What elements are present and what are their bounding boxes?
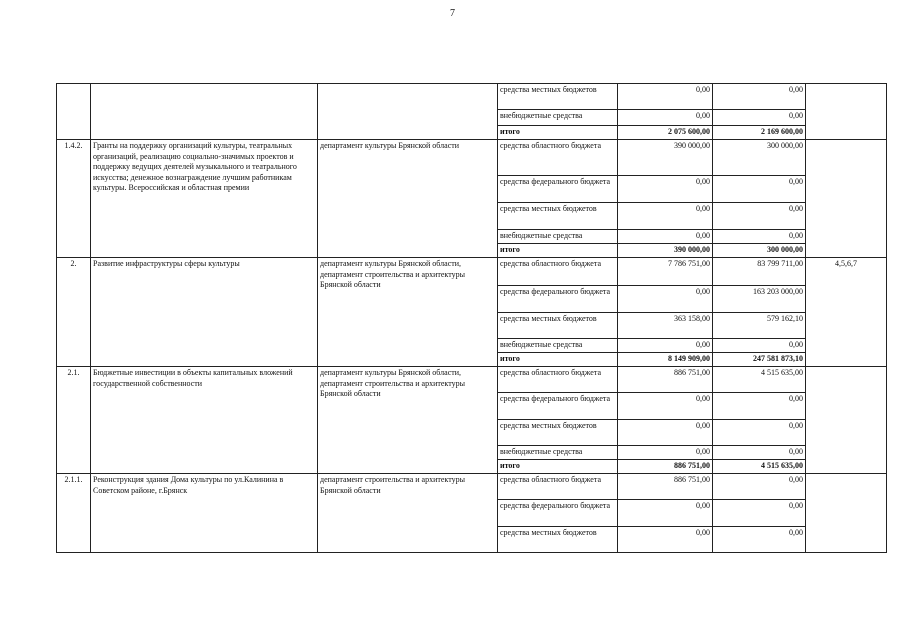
executor-name: департамент культуры Брянской области, департамент строительства и архитектуры Брянской области [318,258,498,367]
amount-year-2: 0,00 [713,500,806,527]
amount-year-2: 2 169 600,00 [713,126,806,140]
funding-source: средства областного бюджета [498,140,618,176]
amount-year-2: 0,00 [713,339,806,353]
amount-year-1: 8 149 909,00 [618,353,713,367]
funding-source: средства федерального бюджета [498,176,618,203]
funding-source: средства областного бюджета [498,367,618,393]
amount-year-1: 2 075 600,00 [618,126,713,140]
amount-year-2: 0,00 [713,527,806,553]
activity-name: Реконструкция здания Дома культуры по ул.Калинина в Советском районе, г.Брянск [91,474,318,553]
table-row [57,258,887,286]
activity-name: Развитие инфраструктуры сферы культуры [91,258,318,367]
amount-year-2: 4 515 635,00 [713,460,806,474]
executor-name: департамент культуры Брянской области, департамент строительства и архитектуры Брянской области [318,367,498,474]
amount-year-2: 0,00 [713,230,806,244]
table-row [57,474,887,500]
funding-source: итого [498,353,618,367]
amount-year-1: 886 751,00 [618,460,713,474]
funding-source: средства федерального бюджета [498,500,618,527]
amount-year-1: 886 751,00 [618,367,713,393]
amount-year-1: 7 786 751,00 [618,258,713,286]
funding-source: внебюджетные средства [498,110,618,126]
indicator-refs [806,367,887,474]
amount-year-1: 886 751,00 [618,474,713,500]
amount-year-2: 0,00 [713,420,806,446]
amount-year-2: 0,00 [713,393,806,420]
row-number: 2.1.1. [57,474,91,553]
amount-year-2: 4 515 635,00 [713,367,806,393]
indicator-refs: 4,5,6,7 [806,258,887,367]
amount-year-1: 390 000,00 [618,244,713,258]
activity-name: Гранты на поддержку организаций культуры, театральных организаций, реализацию социально-значимых проектов и поддержку ведущих деятелей музыкального и театрального искусства; денежное вознаграждение лучшим работникам культуры. Всероссийская и областная премии [91,140,318,258]
funding-source: средства областного бюджета [498,474,618,500]
amount-year-2: 163 203 000,00 [713,286,806,313]
funding-source: средства местных бюджетов [498,84,618,110]
funding-source: средства областного бюджета [498,258,618,286]
table-row [57,84,887,110]
funding-source: средства местных бюджетов [498,527,618,553]
amount-year-1: 390 000,00 [618,140,713,176]
executor-name: департамент культуры Брянской области [318,140,498,258]
indicator-refs [806,474,887,553]
funding-source: внебюджетные средства [498,230,618,244]
amount-year-1: 0,00 [618,420,713,446]
amount-year-2: 83 799 711,00 [713,258,806,286]
amount-year-2: 0,00 [713,474,806,500]
amount-year-1: 0,00 [618,339,713,353]
funding-source: итого [498,126,618,140]
amount-year-1: 0,00 [618,393,713,420]
funding-source: средства федерального бюджета [498,286,618,313]
funding-source: итого [498,244,618,258]
funding-source: итого [498,460,618,474]
amount-year-1: 0,00 [618,84,713,110]
budget-table [56,83,887,553]
funding-source: средства местных бюджетов [498,420,618,446]
amount-year-2: 0,00 [713,446,806,460]
executor-name: департамент строительства и архитектуры Брянской области [318,474,498,553]
funding-source: внебюджетные средства [498,339,618,353]
funding-source: средства местных бюджетов [498,203,618,230]
amount-year-1: 0,00 [618,527,713,553]
funding-source: внебюджетные средства [498,446,618,460]
amount-year-1: 0,00 [618,176,713,203]
amount-year-1: 0,00 [618,286,713,313]
amount-year-2: 0,00 [713,110,806,126]
amount-year-1: 0,00 [618,500,713,527]
amount-year-2: 0,00 [713,176,806,203]
row-number: 2.1. [57,367,91,474]
amount-year-2: 579 162,10 [713,313,806,339]
amount-year-2: 247 581 873,10 [713,353,806,367]
amount-year-1: 0,00 [618,446,713,460]
amount-year-1: 0,00 [618,230,713,244]
row-number: 1.4.2. [57,140,91,258]
table-row [57,140,887,176]
amount-year-2: 300 000,00 [713,140,806,176]
amount-year-1: 0,00 [618,110,713,126]
amount-year-1: 0,00 [618,203,713,230]
activity-name [91,84,318,140]
amount-year-1: 363 158,00 [618,313,713,339]
amount-year-2: 300 000,00 [713,244,806,258]
executor-name [318,84,498,140]
indicator-refs [806,140,887,258]
amount-year-2: 0,00 [713,84,806,110]
indicator-refs [806,84,887,140]
table-row [57,367,887,393]
amount-year-2: 0,00 [713,203,806,230]
activity-name: Бюджетные инвестиции в объекты капитальных вложений государственной собственности [91,367,318,474]
funding-source: средства федерального бюджета [498,393,618,420]
funding-source: средства местных бюджетов [498,313,618,339]
row-number [57,84,91,140]
budget-table-body [57,84,887,553]
row-number: 2. [57,258,91,367]
page-number: 7 [450,8,455,19]
